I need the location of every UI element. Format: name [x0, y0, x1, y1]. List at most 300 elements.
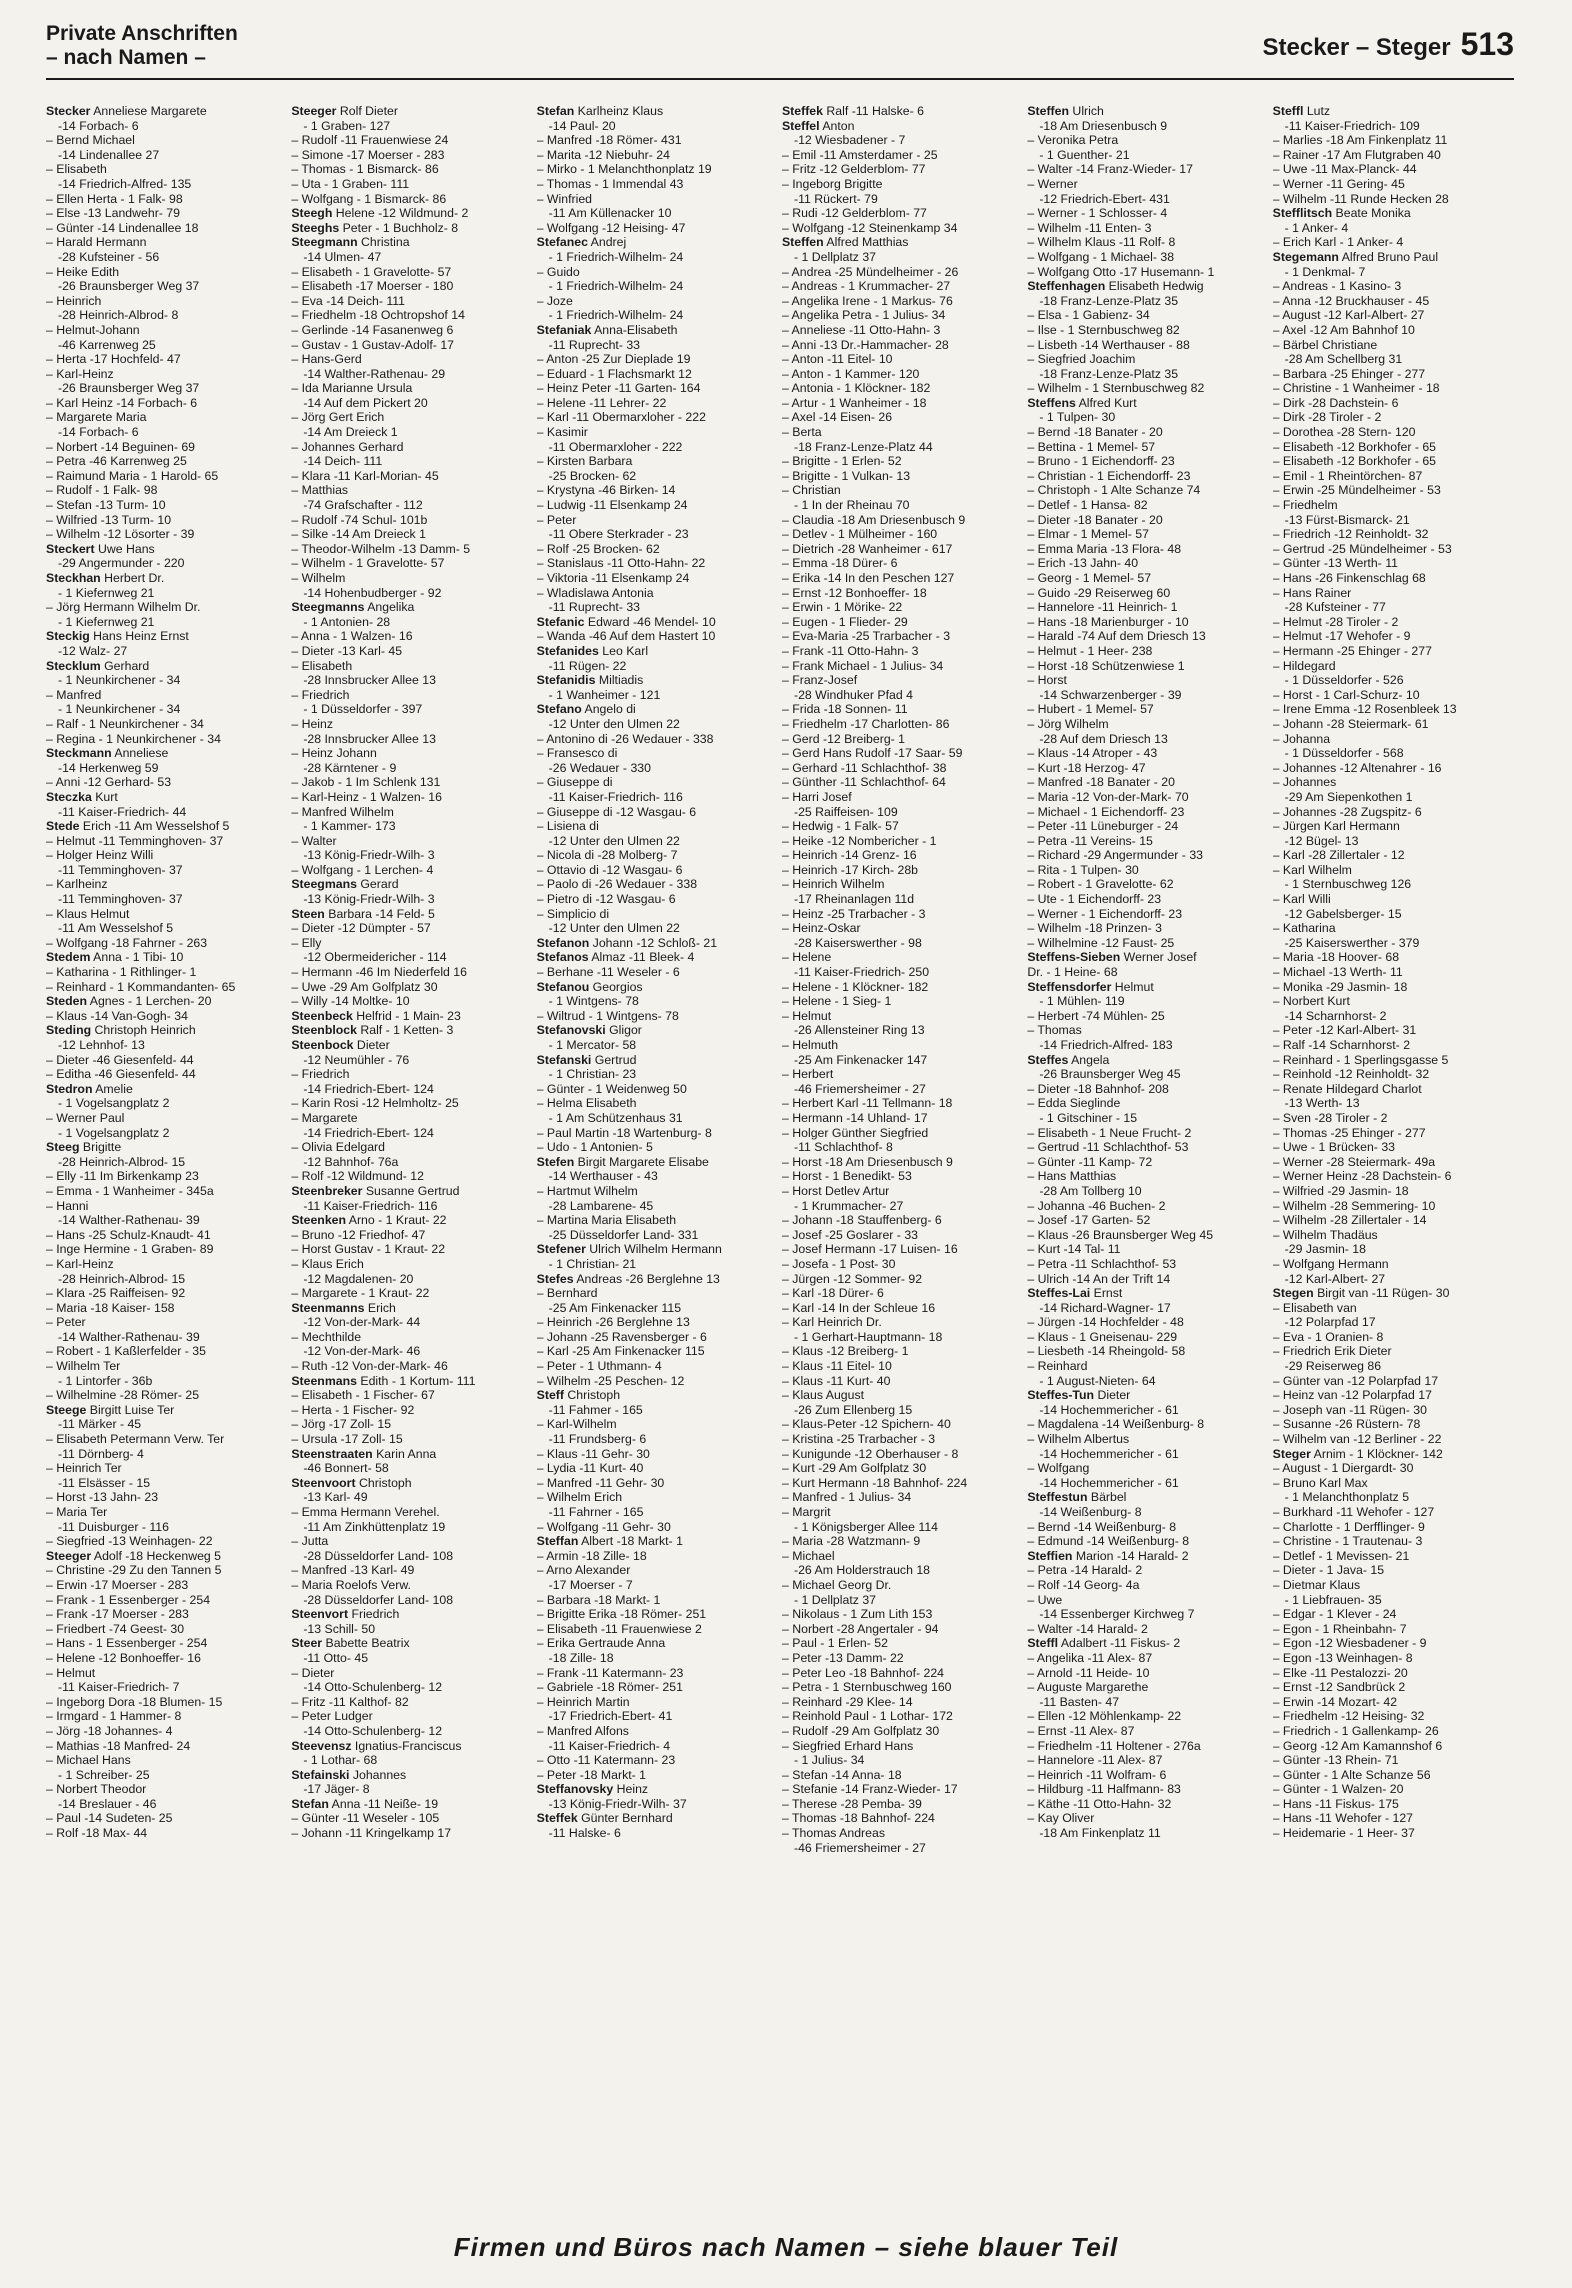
listing-entry: -14 Am Dreieck 1: [303, 425, 398, 440]
listing-entry: – Therese -28 Pemba- 39: [781, 1796, 922, 1811]
listing-entry: -12 Polarpfad 17: [1284, 1315, 1376, 1330]
listing-entry: Steffan Albert -18 Markt- 1: [536, 1534, 683, 1549]
listing-entry: - 1 Liebfrauen- 35: [1284, 1592, 1382, 1607]
listing-entry: – Wilhelm -28 Semmering- 10: [1272, 1198, 1436, 1213]
listing-entry: Stefanec Andrej: [536, 235, 627, 250]
listing-entry: – Giuseppe di: [536, 775, 613, 790]
listing-entry: – Wilhelm -28 Zillertaler - 14: [1272, 1213, 1427, 1228]
listing-entry: – Harri Josef: [781, 789, 852, 804]
listing-entry: Steegmans Gerard: [291, 877, 399, 892]
listing-entry: – Manfred -11 Gehr- 30: [536, 1475, 665, 1490]
surname: Steffek: [781, 104, 823, 118]
listing-entry: -17 Rheinanlagen 11d: [793, 892, 915, 907]
listing-entry: – Heinrich Ter: [46, 1461, 122, 1476]
listing-entry: – Wilhelm Ter: [46, 1359, 121, 1374]
listing-entry: – Peter -11 Lüneburger - 24: [1027, 819, 1179, 834]
listing-entry: – Friedhelm -18 Ochtropshof 14: [291, 308, 465, 323]
listing-entry: – Johannes: [1272, 775, 1337, 790]
listing-entry: Steeghs Peter - 1 Buchholz- 8: [291, 220, 459, 235]
listing-entry: - 1 Christian- 21: [548, 1256, 637, 1271]
listing-entry: – Otto -11 Katermann- 23: [536, 1753, 676, 1768]
listing-entry: – Gabriele -18 Römer- 251: [536, 1680, 683, 1695]
listing-entry: Steege Birgitt Luise Ter: [46, 1402, 175, 1417]
listing-entry: – Krystyna -46 Birken- 14: [536, 483, 676, 498]
listing-entry: – Günter -11 Kamp- 72: [1027, 1154, 1153, 1169]
listing-entry: – Herbert Karl -11 Tellmann- 18: [781, 1096, 953, 1111]
listing-entry: – Friedhelm -17 Charlotten- 86: [781, 716, 950, 731]
listing-entry: – Gustav - 1 Gustav-Adolf- 17: [291, 337, 454, 352]
listing-entry: -46 Bonnert- 58: [303, 1461, 389, 1476]
listing-entry: – Anton -25 Zur Dieplade 19: [536, 352, 691, 367]
listing-entry: – Ellen Herta - 1 Falk- 98: [46, 191, 183, 206]
listing-entry: – Rudi -12 Gelderblom- 77: [781, 206, 927, 221]
surname: Steff: [536, 1388, 564, 1403]
listing-entry: -12 Magdalenen- 20: [303, 1271, 414, 1286]
listing-entry: – Silke -14 Am Dreieck 1: [291, 527, 426, 542]
listing-entry: – Gerlinde -14 Fasanenweg 6: [291, 322, 454, 337]
listing-entry: – Christian: [781, 483, 841, 498]
section-title: [46, 22, 238, 70]
listing-entry: – Bruno Karl Max: [1272, 1475, 1368, 1490]
listing-entry: – Dirk -28 Tiroler - 2: [1272, 410, 1382, 425]
listing-entry: – Johann -28 Steiermark- 61: [1272, 716, 1429, 731]
listing-entry: – Karl-Heinz - 1 Walzen- 16: [291, 789, 442, 804]
listing-entry: – Karl Wilhelm: [1272, 862, 1352, 877]
surname: Steeg: [46, 1140, 80, 1155]
listing-entry: – Stanislaus -11 Otto-Hahn- 22: [536, 556, 706, 571]
listing-entry: -17 Moerser - 7: [548, 1577, 633, 1592]
listing-entry: -14 Forbach- 6: [58, 425, 139, 440]
listing-entry: – Wilhelm: [291, 571, 346, 585]
listing-entry: – Stefanie -14 Franz-Wieder- 17: [781, 1782, 958, 1797]
listing-entry: - 1 Königsberger Allee 114: [793, 1519, 938, 1534]
listing-entry: – Holger Günther Siegfried: [781, 1125, 929, 1140]
surname: Steevensz: [291, 1738, 352, 1753]
listing-entry: – Wilhelm Klaus -11 Rolf- 8: [1027, 235, 1176, 250]
listing-entry: Steenvort Friedrich: [291, 1607, 400, 1622]
listing-entry: Steenbreker Susanne Gertrud: [291, 1183, 460, 1198]
listing-entry: Steeg Brigitte: [46, 1140, 122, 1155]
listing-entry: – Frank -17 Moerser - 283: [46, 1607, 189, 1622]
surname: Stefanovski: [536, 1023, 606, 1038]
listing-entry: – Norbert -28 Angertaler - 94: [781, 1621, 939, 1636]
surname: Stefanski: [536, 1052, 592, 1067]
listing-entry: -14 Otto-Schulenberg- 12: [303, 1723, 443, 1738]
listing-entry: – Karlheinz: [46, 877, 108, 892]
listing-entry: Stefanou Georgios: [536, 979, 643, 994]
listing-entry: – Hans -18 Marienburger - 10: [1027, 614, 1189, 629]
listing-entry: – Uwe - 1 Brücken- 33: [1272, 1140, 1395, 1155]
listing-entry: – Gerd Hans Rudolf -17 Saar- 59: [781, 746, 963, 761]
listing-entry: – Reinhold -12 Reinholdt- 32: [1272, 1067, 1430, 1082]
listing-entry: – Barbara -18 Markt- 1: [536, 1592, 661, 1607]
listing-entry: – Viktoria -11 Elsenkamp 24: [536, 571, 690, 585]
listing-entry: – Klara -11 Karl-Morian- 45: [291, 468, 439, 483]
listing-entry: Steffenhagen Elisabeth Hedwig: [1027, 279, 1204, 294]
surname: Steenvort: [291, 1607, 349, 1622]
listing-entry: Steenmans Edith - 1 Kortum- 111: [291, 1373, 476, 1388]
listing-entry: – Wolfgang - 1 Lerchen- 4: [291, 862, 434, 877]
listing-entry: – Erwin - 1 Mörike- 22: [781, 600, 903, 615]
listing-entry: – Johannes Gerhard: [291, 439, 404, 454]
listing-entry: – Armin -18 Zille- 18: [536, 1548, 647, 1563]
listing-entry: Steckert Uwe Hans: [46, 541, 155, 556]
listing-entry: – Peter -18 Markt- 1: [536, 1767, 647, 1782]
listing-entry: – Helmuth: [781, 1038, 839, 1052]
listing-entry: – Jörg -17 Zoll- 15: [291, 1417, 392, 1432]
listing-entry: – Rolf -18 Max- 44: [46, 1826, 148, 1841]
listing-entry: Stecklum Gerhard: [46, 658, 150, 673]
listing-entry: – Wilhelm -18 Prinzen- 3: [1027, 921, 1162, 936]
listing-entry: – Elisabeth -17 Moerser - 180: [291, 279, 454, 294]
listing-entry: - 1 Gitschiner - 15: [1039, 1110, 1138, 1125]
listing-entry: – Heinrich -11 Wolfram- 6: [1027, 1767, 1167, 1782]
listing-entry: – Helene -11 Lehrer- 22: [536, 395, 667, 410]
listing-entry: – Dirk -28 Dachstein- 6: [1272, 395, 1399, 410]
listing-entry: – Andrea -25 Mündelheimer - 26: [781, 264, 959, 279]
column-5: [1027, 104, 1268, 2234]
listing-entry: -14 Friedrich-Alfred- 183: [1039, 1038, 1173, 1052]
listing-entry: – Günter -14 Lindenallee 18: [46, 220, 199, 235]
listing-entry: -26 Am Holderstrauch 18: [793, 1563, 931, 1578]
surname: Steckig: [46, 629, 90, 644]
listing-entry: - 1 Anker- 4: [1284, 220, 1349, 235]
listing-entry: – Reinhard -29 Klee- 14: [781, 1694, 913, 1709]
listing-entry: -14 Forbach- 6: [58, 118, 139, 133]
listing-entry: -12 Von-der-Mark- 44: [303, 1315, 421, 1330]
listing-entry: - 1 Kiefernweg 21: [58, 585, 155, 600]
listing-entry: – Jörg -18 Johannes- 4: [46, 1723, 173, 1738]
listing-entry: -26 Braunsberger Weg 37: [58, 279, 200, 294]
listing-entry: – Heike -12 Nombericher - 1: [781, 833, 937, 848]
listing-entry: – Erwin -25 Mündelheimer - 53: [1272, 483, 1441, 498]
listing-entry: – Werner - 1 Schlosser- 4: [1027, 206, 1168, 221]
listing-entry: – Charlotte - 1 Derfflinger- 9: [1272, 1519, 1425, 1534]
listing-entry: – Hannelore -11 Alex- 87: [1027, 1753, 1163, 1768]
listing-entry: – Werner Paul: [46, 1110, 125, 1125]
listing-entry: – Andreas - 1 Krummacher- 27: [781, 279, 951, 294]
listing-entry: Steckhan Herbert Dr.: [46, 571, 165, 585]
listing-entry: Dr. - 1 Heine- 68: [1027, 965, 1118, 980]
listing-entry: – Eva-Maria -25 Trarbacher - 3: [781, 629, 951, 644]
listing-entry: – Heike Edith: [46, 264, 120, 279]
listing-entry: -13 König-Friedr-Wilh- 3: [303, 892, 435, 907]
listing-entry: – Heinz Johann: [291, 746, 377, 761]
surname: Stefanou: [536, 979, 590, 994]
listing-entry: – Erich -13 Jahn- 40: [1027, 556, 1139, 571]
listing-entry: – Dieter - 1 Java- 15: [1272, 1563, 1385, 1578]
listing-entry: – Robert - 1 Kaßlerfelder - 35: [46, 1344, 206, 1359]
surname: Stede: [46, 819, 80, 834]
listing-entry: – Eva -14 Deich- 111: [291, 293, 406, 308]
listing-entry: – Nicola di -28 Molberg- 7: [536, 848, 678, 863]
listing-entry: Steffel Anton: [781, 118, 855, 133]
listing-entry: – Heinrich Martin: [536, 1694, 630, 1709]
listing-entry: Stefanos Almaz -11 Bleek- 4: [536, 950, 695, 965]
listing-entry: Steenbeck Helfrid - 1 Main- 23: [291, 1008, 461, 1023]
listing-entry: – Heinz: [291, 716, 334, 731]
listing-entry: Steenbock Dieter: [291, 1038, 390, 1052]
listing-entry: – Günter -13 Rhein- 71: [1272, 1753, 1399, 1768]
listing-entry: - 1 Schreiber- 25: [58, 1767, 150, 1782]
listing-entry: – Fritz -11 Kalthof- 82: [291, 1694, 409, 1709]
listing-entry: Stefanovski Gligor: [536, 1023, 642, 1038]
listing-entry: – Günter -13 Werth- 11: [1272, 556, 1398, 571]
listing-entry: - 1 Neunkirchener - 34: [58, 702, 181, 717]
listing-entry: – Harald Hermann: [46, 235, 147, 250]
listing-entry: – Lydia -11 Kurt- 40: [536, 1461, 644, 1476]
listing-entry: - 1 Lothar- 68: [303, 1753, 378, 1768]
listing-entry: -14 Otto-Schulenberg- 12: [303, 1680, 443, 1695]
listing-entry: – Regina - 1 Neunkirchener - 34: [46, 731, 221, 746]
listing-entry: -14 Weißenburg- 8: [1039, 1505, 1142, 1519]
listing-entry: – Sven -28 Tiroler - 2: [1272, 1110, 1388, 1125]
listing-entry: – Horst -18 Am Driesenbusch 9: [781, 1154, 953, 1169]
listing-entry: -18 Franz-Lenze-Platz 44: [793, 439, 933, 454]
listing-entry: – Hermann -46 Im Niederfeld 16: [291, 965, 467, 980]
surname: Steffes: [1027, 1052, 1069, 1067]
listing-entry: -46 Karrenweg 25: [58, 337, 156, 352]
listing-entry: – Klaus -12 Breiberg- 1: [781, 1344, 909, 1359]
listing-entry: – Inge Hermine - 1 Graben- 89: [46, 1242, 214, 1257]
listing-entry: – Detlef - 1 Mevissen- 21: [1272, 1548, 1410, 1563]
surname: Stecker: [46, 104, 91, 118]
listing-entry: – Reinhard - 1 Sperlingsgasse 5: [1272, 1052, 1449, 1067]
surname: Stegemann: [1272, 249, 1339, 264]
listing-entry: – Wilhelmine -28 Römer- 25: [46, 1388, 200, 1403]
listing-entry: -11 Ruprecht- 33: [548, 337, 641, 352]
surname: Stefanos: [536, 950, 589, 965]
listing-entry: – Horst -18 Schützenwiese 1: [1027, 658, 1185, 673]
listing-entry: Steenken Arno - 1 Kraut- 22: [291, 1213, 447, 1228]
listing-entry: – Mathias -18 Manfred- 24: [46, 1738, 191, 1753]
listing-entry: – Hermann -25 Ehinger - 277: [1272, 643, 1432, 658]
listing-entry: – Bernd Michael: [46, 133, 135, 148]
surname: Steenbeck: [291, 1008, 353, 1023]
listing-entry: Stefes Andreas -26 Berglehne 13: [536, 1271, 720, 1286]
listing-entry: – Edgar - 1 Klever - 24: [1272, 1607, 1397, 1622]
listing-entry: – Egon - 1 Rheinbahn- 7: [1272, 1621, 1407, 1636]
listing-entry: – Friedrich Erik Dieter: [1272, 1344, 1392, 1359]
surname: Stecklum: [46, 658, 101, 673]
listing-entry: – Wolfgang -12 Steinenkamp 34: [781, 220, 958, 235]
listing-entry: – Barbara -25 Ehinger - 277: [1272, 366, 1426, 381]
listing-entry: – Paolo di -26 Wedauer - 338: [536, 877, 698, 892]
listing-entry: -12 Walz- 27: [58, 643, 128, 658]
listing-entry: – Johann -18 Stauffenberg- 6: [781, 1213, 942, 1228]
listing-entry: – Kurt -14 Tal- 11: [1027, 1242, 1121, 1257]
listing-entry: -11 Halske- 6: [548, 1826, 621, 1841]
listing-entry: – Rudolf -11 Frauenwiese 24: [291, 133, 449, 148]
listing-entry: – Marita -12 Niebuhr- 24: [536, 147, 670, 162]
listing-entry: – Peter - 1 Uthmann- 4: [536, 1359, 662, 1374]
listing-entry: – Heidemarie - 1 Heer- 37: [1272, 1826, 1415, 1841]
listing-entry: – Thomas - 1 Immendal 43: [536, 176, 684, 191]
surname: Steenvoort: [291, 1475, 356, 1490]
listing-entry: – Wolfgang -18 Fahrner - 263: [46, 935, 208, 950]
listing-entry: – Maria -18 Kaiser- 158: [46, 1300, 175, 1315]
listing-entry: – Emma Maria -13 Flora- 48: [1027, 541, 1182, 556]
listing-entry: – Bernhard: [536, 1286, 598, 1301]
listing-entry: Steevensz Ignatius-Franciscus: [291, 1738, 462, 1753]
listing-entry: -11 Kaiser-Friedrich- 4: [548, 1738, 671, 1753]
listing-entry: – Ute - 1 Eichendorff- 23: [1027, 892, 1162, 907]
listing-entry: -11 Obermarxloher - 222: [548, 439, 683, 454]
listing-entry: – Thomas -25 Ehinger - 277: [1272, 1125, 1426, 1140]
listing-entry: – Axel -14 Eisen- 26: [781, 410, 893, 425]
listing-entry: – Rolf -12 Wildmund- 12: [291, 1169, 424, 1184]
listing-entry: Steffek Günter Bernhard: [536, 1811, 673, 1826]
listing-entry: – Klaus - 1 Gneisenau- 229: [1027, 1329, 1178, 1344]
listing-entry: -28 Düsseldorfer Land- 108: [303, 1548, 454, 1563]
listing-entry: -13 König-Friedr-Wilh- 37: [548, 1796, 687, 1811]
listing-entry: – Karl Willi: [1272, 892, 1331, 907]
listing-entry: – Lisiena di: [536, 819, 599, 834]
listing-entry: – Heinrich -14 Grenz- 16: [781, 848, 917, 863]
surname: Stefaniak: [536, 322, 592, 337]
listing-entry: Steffestun Bärbel: [1027, 1490, 1127, 1505]
listing-entry: – Christine - 1 Trautenau- 3: [1272, 1534, 1423, 1549]
listing-entry: – Rudolf -29 Am Golfplatz 30: [781, 1723, 940, 1738]
listing-entry: – Else -13 Landwehr- 79: [46, 206, 180, 221]
listing-entry: -25 Am Finkenacker 147: [793, 1052, 928, 1067]
listing-entry: – Frank -11 Katermann- 23: [536, 1665, 684, 1680]
listing-entry: – Karl -18 Dürer- 6: [781, 1286, 884, 1301]
listing-entry: – Michael Hans: [46, 1753, 131, 1768]
listing-entry: -28 Kärntener - 9: [303, 760, 397, 775]
listing-entry: – Irmgard - 1 Hammer- 8: [46, 1709, 182, 1724]
listing-entry: – Thomas - 1 Bismarck- 86: [291, 162, 439, 177]
listing-entry: – Wilhelm -25 Peschen- 12: [536, 1373, 685, 1388]
listing-entry: – Wilhelm -11 Enten- 3: [1027, 220, 1152, 235]
listing-entry: - 1 In der Rheinau 70: [793, 498, 910, 513]
listing-entry: -46 Friemersheimer - 27: [793, 1840, 926, 1855]
listing-entry: – Anna - 1 Walzen- 16: [291, 629, 413, 644]
listing-entry: – Karin Rosi -12 Helmholtz- 25: [291, 1096, 459, 1111]
column-1: [46, 104, 287, 2234]
listing-entry: – Elisabeth - 1 Neue Frucht- 2: [1027, 1125, 1192, 1140]
listing-entry: – Antonia - 1 Klöckner- 182: [781, 381, 931, 396]
listing-entry: Steenvoort Christoph: [291, 1475, 412, 1490]
listing-entry: – Karl Heinrich Dr.: [781, 1315, 882, 1330]
listing-entry: -11 Am Zinkhüttenplatz 19: [303, 1519, 446, 1534]
listing-entry: – Johann -11 Kringelkamp 17: [291, 1826, 452, 1841]
listing-entry: – Dieter -46 Giesenfeld- 44: [46, 1052, 194, 1067]
listing-entry: – Joseph van -11 Rügen- 30: [1272, 1402, 1427, 1417]
listing-entry: – Elisabeth - 1 Fischer- 67: [291, 1388, 435, 1403]
listing-entry: Steegh Helene -12 Wildmund- 2: [291, 206, 469, 221]
listing-entry: – Helma Elisabeth: [536, 1096, 637, 1111]
listing-entry: – Günter van -12 Polarpfad 17: [1272, 1373, 1439, 1388]
listing-entry: – Erich Karl - 1 Anker- 4: [1272, 235, 1404, 250]
listing-entry: -14 Hochemmericher - 61: [1039, 1475, 1179, 1490]
listing-entry: – Siegfried Joachim: [1027, 352, 1136, 367]
listing-entry: – Anton -11 Eitel- 10: [781, 352, 893, 367]
listing-entry: -29 Angermunder - 220: [58, 556, 185, 571]
listing-entry: – Elisabeth: [46, 162, 107, 177]
listing-entry: Stefan Anna -11 Neiße- 19: [291, 1796, 439, 1811]
listing-entry: – Dieter -13 Karl- 45: [291, 643, 403, 658]
listing-entry: - 1 Neunkirchener - 34: [58, 673, 181, 688]
listing-entry: -11 Rügen- 22: [548, 658, 627, 673]
listing-entry: Steffek Ralf -11 Halske- 6: [781, 104, 924, 118]
listing-entry: – Elisabeth van: [1272, 1300, 1357, 1315]
surname: Steeghs: [291, 220, 340, 235]
listing-entry: - 1 Guenther- 21: [1039, 147, 1130, 162]
listing-entry: Stegen Birgit van -11 Rügen- 30: [1272, 1286, 1450, 1301]
listing-entry: – Jörg Hermann Wilhelm Dr.: [46, 600, 201, 615]
listing-entry: – Manfred -18 Römer- 431: [536, 133, 682, 148]
listing-entry: – Frida -18 Sonnen- 11: [781, 702, 908, 717]
listing-entry: – Jörg Wilhelm: [1027, 716, 1109, 731]
listing-entry: -14 Walther-Rathenau- 39: [58, 1329, 200, 1344]
listing-entry: – Christoph - 1 Alte Schanze 74: [1027, 483, 1201, 498]
listing-entry: – Jörg Gert Erich: [291, 410, 385, 425]
listing-entry: – Kurt Hermann -18 Bahnhof- 224: [781, 1475, 968, 1490]
surname: Steffanovsky: [536, 1782, 614, 1797]
surname: Stefener: [536, 1242, 586, 1257]
listing-entry: – Wilhelm -12 Lösorter - 39: [46, 527, 195, 542]
listing-entry: – Helmut -11 Temminghoven- 37: [46, 833, 224, 848]
listing-entry: – Heinrich -17 Kirch- 28b: [781, 862, 918, 877]
listing-entry: – Jürgen -14 Hochfelder - 48: [1027, 1315, 1184, 1330]
listing-entry: – Ernst -12 Sandbrück 2: [1272, 1680, 1406, 1695]
listing-entry: – Helmut: [46, 1665, 96, 1680]
surname: Steffel: [781, 118, 820, 133]
surname: Steffan: [536, 1534, 579, 1549]
surname: Steegmann: [291, 235, 358, 250]
listing-entry: – Axel -12 Am Bahnhof 10: [1272, 322, 1415, 337]
listing-entry: – Horst - 1 Benedikt- 53: [781, 1169, 912, 1184]
listing-entry: Steff Christoph: [536, 1388, 621, 1403]
listing-entry: – Elmar - 1 Memel- 57: [1027, 527, 1149, 542]
listing-entry: – Editha -46 Giesenfeld- 44: [46, 1067, 196, 1082]
surname: Steffl: [1027, 1636, 1059, 1651]
surname: Steckmann: [46, 746, 112, 761]
listing-entry: Steczka Kurt: [46, 789, 118, 804]
surname: Steeger: [291, 104, 337, 118]
listing-entry: – Eugen - 1 Flieder- 29: [781, 614, 908, 629]
listing-entry: – Jutta: [291, 1534, 329, 1549]
listing-entry: - 1 Vogelsangplatz 2: [58, 1125, 170, 1140]
listing-entry: -26 Braunsberger Weg 37: [58, 381, 200, 396]
surname: Steger: [1272, 1446, 1311, 1461]
listing-entry: – Manfred - 1 Julius- 34: [781, 1490, 912, 1505]
listing-entry: – Michael: [781, 1548, 835, 1563]
listing-entry: – Ellen -12 Möhlenkamp- 22: [1027, 1709, 1182, 1724]
listing-entry: - 1 Tulpen- 30: [1039, 410, 1116, 425]
listing-entry: – Christian - 1 Eichendorff- 23: [1027, 468, 1191, 483]
listing-entry: -13 Werth- 13: [1284, 1096, 1360, 1111]
listing-entry: – Karl-Heinz: [46, 1256, 114, 1271]
listing-entry: – Erwin -14 Mozart- 42: [1272, 1694, 1398, 1709]
listing-entry: – Guido -29 Reiserweg 60: [1027, 585, 1171, 600]
listing-entry: Steffes-Lai Ernst: [1027, 1286, 1123, 1301]
listing-entry: – Brigitte - 1 Erlen- 52: [781, 454, 902, 469]
listing-entry: – Irene Emma -12 Rosenbleek 13: [1272, 702, 1457, 717]
listing-entry: – Karl-Heinz: [46, 366, 114, 381]
listing-entry: -17 Friedrich-Ebert- 41: [548, 1709, 673, 1724]
listing-entry: -11 Märker - 45: [58, 1417, 142, 1432]
surname: Steffien: [1027, 1548, 1073, 1563]
listing-entry: – Peter: [536, 512, 577, 527]
listing-entry: - 1 Kiefernweg 21: [58, 614, 155, 629]
listing-entry: -12 Obermeidericher - 114: [303, 950, 447, 965]
surname: Steffestun: [1027, 1490, 1088, 1505]
listing-entry: -12 Unter den Ulmen 22: [548, 833, 680, 848]
listing-entry: – Bernd -18 Banater - 20: [1027, 425, 1163, 440]
listing-entry: – Ralf -14 Scharnhorst- 2: [1272, 1038, 1411, 1052]
